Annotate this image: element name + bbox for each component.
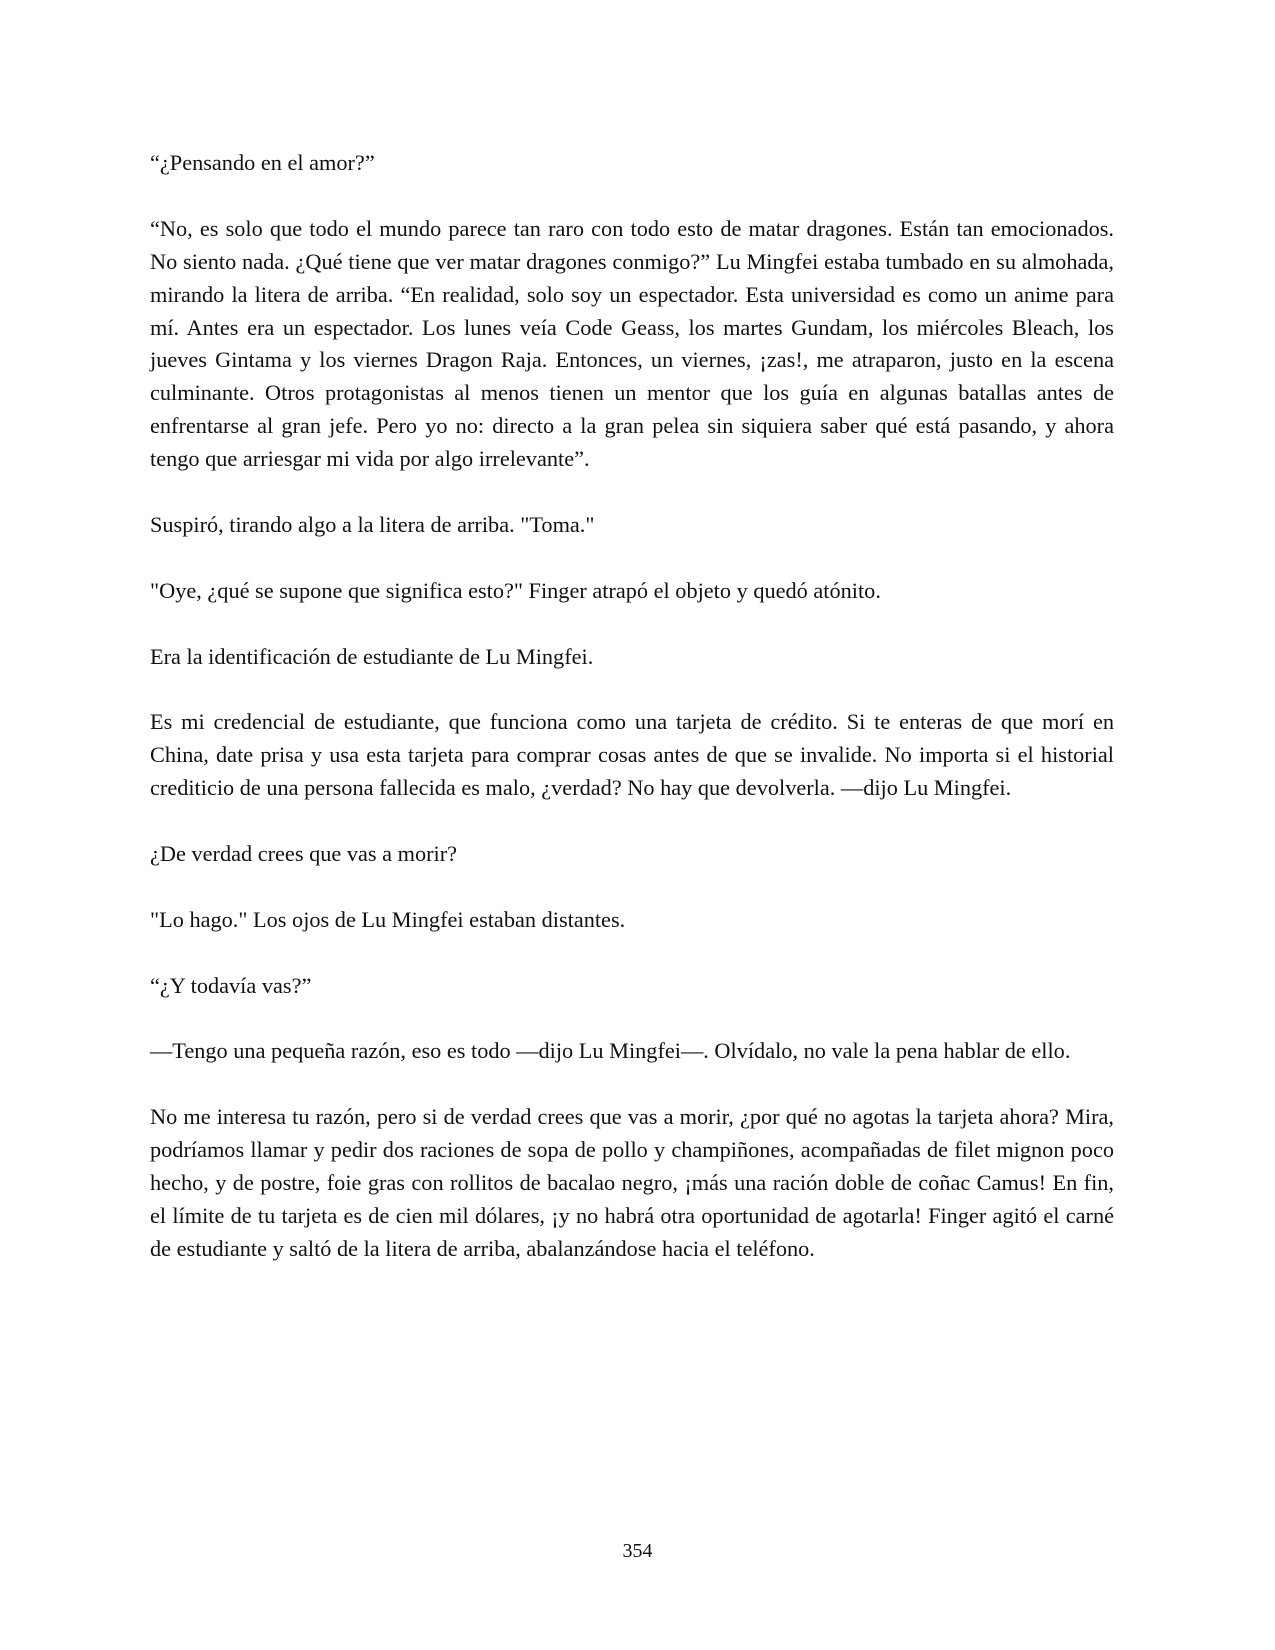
paragraph: “¿Y todavía vas?” [150, 972, 312, 998]
paragraph: "Oye, ¿qué se supone que significa esto?" Finger atrapó el objeto y quedó atónito. [150, 577, 881, 603]
paragraph: ¿De verdad crees que vas a morir? [150, 840, 458, 866]
paragraph: Era la identificación de estudiante de Lu Mingfei. [150, 643, 594, 669]
paragraph: "Lo hago." Los ojos de Lu Mingfei estaban distantes. [150, 906, 626, 932]
paragraph: Es mi credencial de estudiante, que funciona como una tarjeta de crédito. Si te enteras de que morí en China, date prisa y usa esta tarjeta para comprar cosas antes de que se invalide. No importa si el historial crediticio de una persona fallecida es malo, ¿verdad? No hay que devolverla. —dijo Lu Mingfei. [150, 709, 1114, 801]
paragraph: —Tengo una pequeña razón, eso es todo —dijo Lu Mingfei—. Olvídalo, no vale la pena hablar de ello. [150, 1038, 1071, 1064]
paragraph: No me interesa tu razón, pero si de verdad crees que vas a morir, ¿por qué no agotas la tarjeta ahora? Mira, podríamos llamar y pedir dos raciones de sopa de pollo y champiñones, acompañadas de filet mignon poco hecho, y de postre, foie gras con rollitos de bacalao negro, ¡más una ración doble de coñac Camus! En fin, el límite de tu tarjeta es de cien mil dólares, ¡y no habrá otra oportunidad de agotarla! Finger agitó el carné de estudiante y saltó de la litera de arriba, abalanzándose hacia el teléfono. [150, 1104, 1114, 1261]
page-number: 354 [622, 1540, 653, 1562]
paragraph: “No, es solo que todo el mundo parece tan raro con todo esto de matar dragones. Están tan emocionados. No siento nada. ¿Qué tiene que ver matar dragones conmigo?” Lu Mingfei estaba tumbado en su almohada, mirando la litera de arriba. “En realidad, solo soy un espectador. Esta universidad es como un anime para mí. Antes era un espectador. Los lunes veía Code Geass, los martes Gundam, los miércoles Bleach, los jueves Gintama y los viernes Dragon Raja. Entonces, un viernes, ¡zas!, me atraparon, justo en la escena culminante. Otros protagonistas al menos tienen un mentor que los guía en algunas batallas antes de enfrentarse al gran jefe. Pero yo no: directo a la gran pelea sin siquiera saber qué está pasando, y ahora tengo que arriesgar mi vida por algo irrelevante”. [150, 215, 1114, 472]
paragraph: “¿Pensando en el amor?” [150, 150, 375, 175]
paragraph: Suspiró, tirando algo a la litera de arriba. "Toma." [150, 511, 595, 537]
page-body [150, 147, 1114, 1299]
